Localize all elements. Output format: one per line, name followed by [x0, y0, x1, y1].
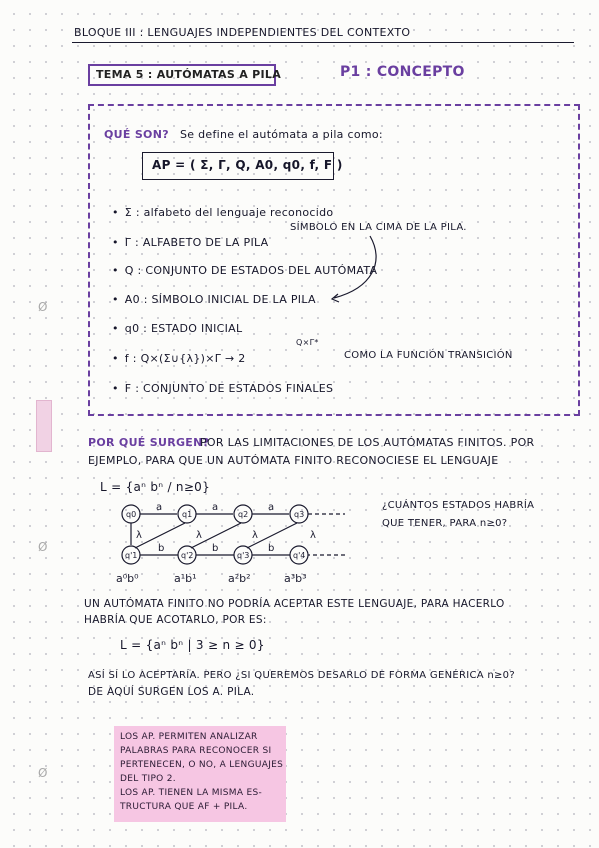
edge-label: λ	[196, 530, 202, 541]
note-line: PERTENECEN, O NO, A LENGUAJES	[120, 760, 284, 770]
page-header: BLOQUE III : LENGUAJES INDEPENDIENTES DEL CONTEXTO	[74, 26, 411, 39]
why-line-1: POR LAS LIMITACIONES DE LOS AUTÓMATAS FINITOS. POR	[200, 436, 535, 449]
transition-superscript: Q×Γ*	[296, 338, 319, 347]
tuple-formula: AP = ( Σ, Γ, Q, A0, q0, f, F )	[152, 158, 343, 172]
why-question: POR QUÉ SURGEN?	[88, 436, 210, 449]
topic-label: TEMA 5 : AUTÓMATAS A PILA	[96, 68, 282, 81]
states-question-2: QUE TENER, PARA n≥0?	[382, 518, 508, 529]
word-label: a⁰b⁰	[116, 572, 139, 585]
state-label: q2	[238, 510, 249, 519]
state-label: q3	[294, 510, 305, 519]
stack-top-annotation: SÍMBOLO EN LA CIMA DE LA PILA.	[290, 222, 467, 233]
definition-item: • A0 : SÍMBOLO INICIAL DE LA PILA	[112, 293, 316, 306]
binding-hole-icon: Ø	[38, 540, 48, 554]
state-label: q0	[126, 510, 137, 519]
edge-label: b	[212, 543, 219, 554]
why-line-2: EJEMPLO, PARA QUE UN AUTÓMATA FINITO RECONOCIESE EL LENGUAJE	[88, 454, 499, 467]
bounded-language: L = {aⁿ bⁿ | 3 ≥ n ≥ 0}	[120, 638, 265, 652]
note-line: DEL TIPO 2.	[120, 774, 176, 784]
edge-label: a	[212, 502, 219, 513]
finite-line-1: UN AUTÓMATA FINITO NO PODRÍA ACEPTAR ESTE LENGUAJE, PARA HACERLO	[84, 598, 505, 610]
word-label: a²b²	[228, 572, 251, 585]
binding-hole-icon: Ø	[38, 766, 48, 780]
edge-label: a	[268, 502, 275, 513]
section-title: P1 : CONCEPTO	[340, 64, 465, 80]
note-line: TRUCTURA QUE AF + PILA.	[120, 802, 248, 812]
note-line: LOS AP. PERMITEN ANALIZAR	[120, 732, 258, 742]
transition-annotation: COMO LA FUNCIÓN TRANSICIÓN	[344, 350, 513, 361]
conclusion-line-1: ASÍ SÍ LO ACEPTARÍA. PERO ¿SI QUEREMOS DESARLO DE FORMA GENÉRICA n≥0?	[88, 670, 515, 681]
word-label: a³b³	[284, 572, 307, 585]
definition-item: • Σ : alfabeto del lenguaje reconocido	[112, 206, 333, 219]
state-label: q'3	[237, 551, 250, 560]
binding-hole-icon: Ø	[38, 300, 48, 314]
edge-label: λ	[136, 530, 142, 541]
language-definition: L = {aⁿ bⁿ / n≥0}	[100, 480, 211, 494]
definition-item: • F : CONJUNTO DE ESTADOS FINALES	[112, 382, 333, 395]
note-line: PALABRAS PARA RECONOCER SI	[120, 746, 272, 756]
state-label: q1	[182, 510, 193, 519]
conclusion-line-2: DE AQUÍ SURGEN LOS A. PILA.	[88, 686, 255, 698]
edge-label: λ	[252, 530, 258, 541]
edge-label: λ	[310, 530, 316, 541]
state-label: q'1	[125, 551, 138, 560]
state-label: q'4	[293, 551, 306, 560]
definition-item: • f : Q×(Σ∪{λ})×Γ → 2	[112, 352, 246, 365]
states-question-1: ¿CUÁNTOS ESTADOS HABRÍA	[382, 500, 535, 511]
definition-item: • Q : CONJUNTO DE ESTADOS DEL AUTÓMATA	[112, 264, 377, 277]
definition-intro: Se define el autómata a pila como:	[180, 128, 383, 141]
edge-label: b	[268, 543, 275, 554]
definition-item: • q0 : ESTADO INICIAL	[112, 322, 242, 335]
definition-question: QUÉ SON?	[104, 128, 169, 141]
finite-line-2: HABRÍA QUE ACOTARLO, POR ES:	[84, 614, 267, 626]
edge-label: b	[158, 543, 165, 554]
edge-label: a	[156, 502, 163, 513]
word-label: a¹b¹	[174, 572, 197, 585]
note-line: LOS AP. TIENEN LA MISMA ES-	[120, 788, 263, 798]
state-label: q'2	[181, 551, 194, 560]
definition-item: • Γ : ALFABETO DE LA PILA	[112, 236, 269, 249]
